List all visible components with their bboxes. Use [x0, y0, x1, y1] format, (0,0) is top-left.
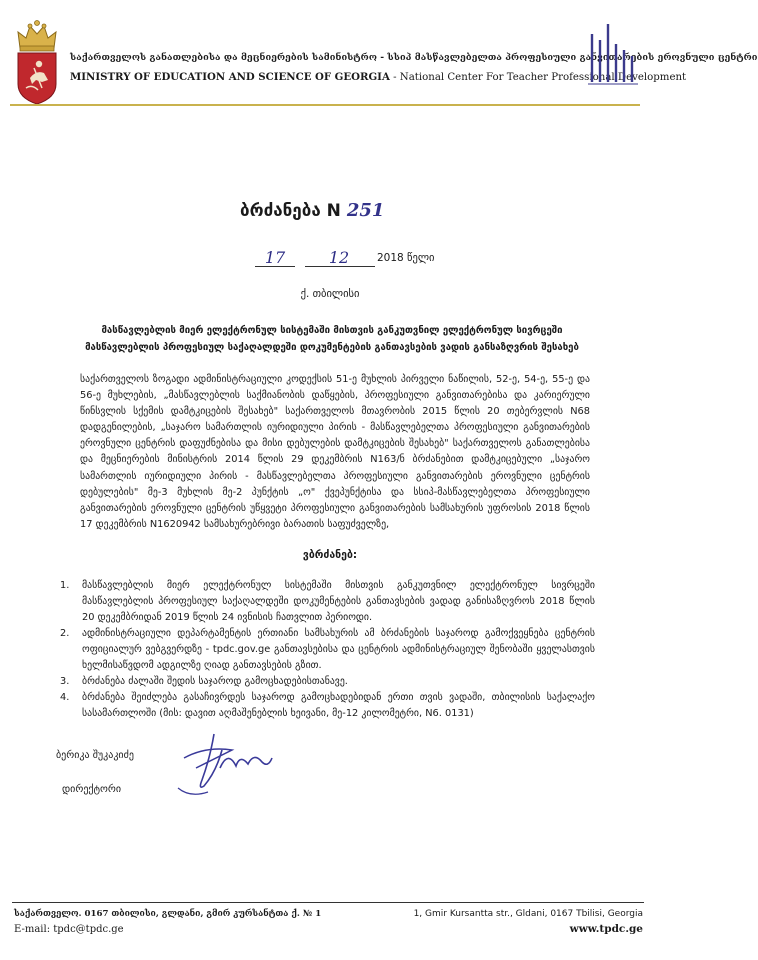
order-date-day: 17 [264, 248, 286, 267]
order-item-number: 1. [60, 580, 70, 591]
order-item-number: 2. [60, 628, 70, 639]
tpdc-lines-logo-icon [588, 20, 640, 90]
order-date [255, 248, 455, 270]
order-item-text: ადმინისტრაციული დეპარტამენტის ერთიანი სამსახურის ამ ბრძანების საჯაროდ გამოქვეყნება ცენტრის ოფიციალურ ვებგვერდზე - tpdc.gov.ge განთავსებისა და ცენტრის ადმინისტრაციულ შენობაში ყველასთვის ხელმისაწვდომ ადგილზე ღიად განთავსების გზით. [82, 628, 595, 671]
order-item-number: 3. [60, 676, 70, 687]
organization-name-georgian: საქართველოს განათლებისა და მეცნიერების სამინისტრო - სსიპ მასწავლებელთა პროფესიული განვითარების ეროვნული ცენტრი [70, 52, 758, 63]
order-items-list [60, 578, 595, 722]
order-item-text: ბრძანება ძალაში შედის საჯაროდ გამოცხადებისთანავე. [82, 676, 348, 687]
ministry-name: MINISTRY OF EDUCATION AND SCIENCE OF GEORGIA [70, 71, 390, 83]
order-item-text: მასწავლებლის მიერ ელექტრონულ სისტემაში მისთვის განკუთვნილ ელექტრონულ სივრცეში მასწავლებლის პროფესიულ საქაღალდეში დოკუმენტების განთავსების ვადად განისაზღვროს 2018 წლის 20 დეკემბრიდან 2019 წლის 24 ივნისის ჩათვლით პერიოდი. [82, 580, 595, 623]
order-number: 251 [346, 200, 385, 221]
footer-website: www.tpdc.ge [569, 923, 643, 935]
order-item [60, 626, 595, 674]
preamble-paragraph: საქართველოს ზოგადი ადმინისტრაციული კოდექსის 51-ე მუხლის პირველი ნაწილის, 52-ე, 54-ე, 55-ე და 56-ე მუხლების, „მასწავლებლის საქმიანობის დაწყების, პროფესიული განვითარებისა და კარიერული წინსვლის სქემის დამტკიცების შესახებ" საქართველოს მთავრობის 2015 წლის 20 თებერვლის N68 დადგენილების, „საჯარო სამართლის იურიდიული პირის - მასწავლებელთა პროფესიული განვითარების ეროვნული ცენტრის დაფუძნებისა და მისი დებულების დამტკიცების შესახებ" საქართველოს განათლებისა და მეცნიერების მინისტრის 2014 წლის 29 დეკემბრის N163/ნ ბრძანებით დამტკიცებული „საჯარო სამართლის იურიდიული პირის - მასწავლებელთა პროფესიული განვითარების ეროვნული ცენტრის დებულების" მე-3 მუხლის მე-2 პუნქტის „ო" ქვეპუნქტისა და სსიპ-მასწავლებელთა პროფესიული განვითარების ეროვნული ცენტრის უწყვეტი პროფესიული განვითარების სამსახურის უფროსის 2018 წლის 17 დეკემბრის N1620942 სამსახურებრივი ბარათის საფუძველზე, [80, 374, 590, 530]
handwritten-signature-icon [176, 728, 276, 802]
order-item-text: ბრძანება შეიძლება გასაჩივრდეს საჯაროდ გამოცხადებიდან ერთი თვის ვადაში, თბილისის საქალაქო სასამართლოში (მის: დავით აღმაშენებლის ხეივანი, მე-12 კილომეტრი, N6. 0131) [82, 692, 595, 719]
order-title [240, 200, 440, 221]
order-date-month: 12 [328, 248, 350, 267]
order-item [60, 674, 595, 690]
order-city: ქ. თბილისი [300, 288, 360, 300]
footer-divider [12, 902, 644, 903]
order-item-number: 4. [60, 692, 70, 703]
order-subject [62, 322, 602, 356]
organization-name-english [70, 71, 687, 83]
center-name: - National Center For Teacher Professional Development [389, 72, 687, 83]
subject-line-1: მასწავლებლის მიერ ელექტრონულ სისტემაში მისთვის განკუთვნილ ელექტრონულ სივრცეში [101, 325, 563, 336]
order-date-year: 2018 წელი [377, 252, 435, 264]
signatory-title: დირექტორი [62, 784, 122, 795]
decree-heading: ვბრძანებ: [302, 549, 358, 561]
footer-address-georgian: საქართველო. 0167 თბილისი, გლდანი, გმირ კურსანტთა ქ. № 1 [14, 909, 322, 919]
subject-line-2: მასწავლებლის პროფესიულ საქაღალდეში დოკუმენტების განთავსების ვადის განსაზღვრის შესახებ [85, 342, 579, 353]
georgia-coat-of-arms-icon [12, 18, 62, 106]
footer-address-english: 1, Gmir Kursantta str., Gldani, 0167 Tbilisi, Georgia [413, 909, 643, 919]
date-day-underline [255, 266, 295, 267]
footer-email: E-mail: tpdc@tpdc.ge [14, 924, 124, 935]
date-month-underline [305, 266, 375, 267]
order-item [60, 690, 595, 722]
signatory-name: ბერიკა შუკაკიძე [56, 750, 134, 761]
header-divider [10, 104, 640, 106]
order-title-label: ბრძანება N [240, 201, 341, 221]
order-item [60, 578, 595, 626]
